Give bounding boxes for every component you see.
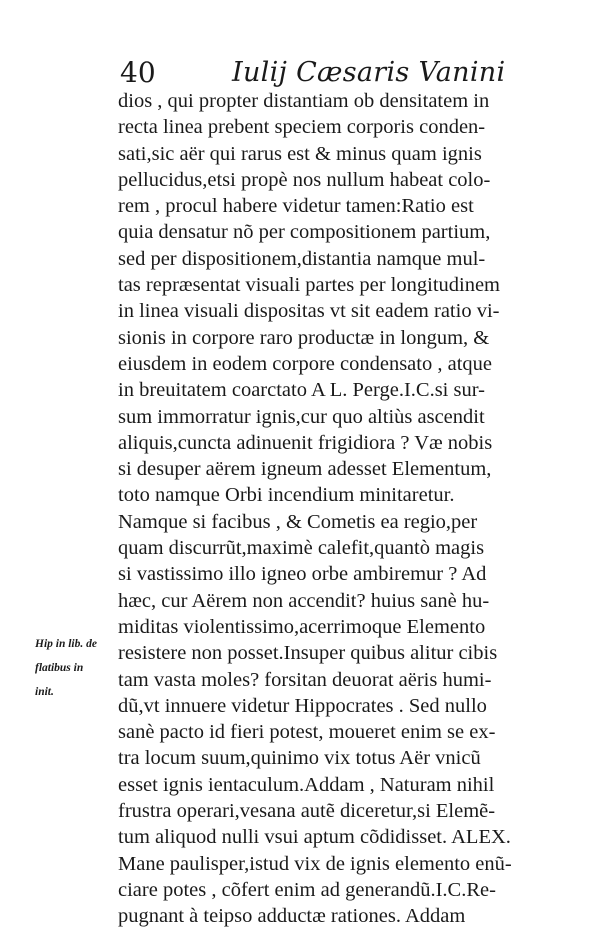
- marginal-note-line: Hip in lib. de: [35, 638, 97, 650]
- marginal-note: [35, 632, 115, 704]
- text-line: miditas violentissimo,acerrimoque Elemento: [118, 615, 486, 638]
- text-line: esset ignis ientaculum.Addam , Naturam nihil: [118, 773, 495, 796]
- text-line: tum aliquod nulli vsui aptum cõdidisset. ALEX.: [118, 826, 511, 849]
- text-line: dios , qui propter distantiam ob densitatem in: [118, 90, 490, 112]
- text-line: pellucidus,etsi propè nos nullum habeat colo-: [118, 168, 491, 191]
- text-line: tam vasta moles? forsitan deuorat aëris humi-: [118, 668, 492, 691]
- text-line: rem , procul habere videtur tamen:Ratio est: [118, 195, 474, 218]
- text-line: quia densatur nõ per compositionem partium,: [118, 221, 491, 244]
- text-line: sati,sic aër qui rarus est & minus quam ignis: [118, 142, 482, 165]
- text-line: pugnant à teipso adductæ rationes. Addam: [118, 905, 466, 928]
- page-header: [112, 58, 542, 88]
- text-line: si vastissimo illo igneo orbe ambiremur ? Ad: [118, 563, 487, 586]
- text-line: sed per dispositionem,distantia namque mul-: [118, 247, 486, 270]
- text-line: tas repræsentat visuali partes per longitudinem: [118, 274, 501, 297]
- running-head: Iulij Cæsaris Vanini: [232, 57, 506, 88]
- text-line: Namque si facibus , & Cometis ea regio,per: [118, 510, 478, 533]
- text-line: frustra operari,vesana autẽ diceretur,si Elemẽ-: [118, 800, 496, 823]
- body-text: [118, 88, 546, 930]
- marginal-note-line: init.: [35, 686, 54, 698]
- text-line: hæc, cur Aërem non accendit? huius sanè hu-: [118, 589, 490, 612]
- text-line: resistere non posset.Insuper quibus alitur cibis: [118, 642, 498, 665]
- text-line: Mane paulisper,istud vix de ignis elemento enũ-: [118, 852, 512, 875]
- text-line: dũ,vt innuere videtur Hippocrates . Sed nullo: [118, 694, 487, 717]
- text-line: quam discurrũt,maximè calefit,quantò magis: [118, 537, 485, 560]
- text-line: in breuitatem coarctato A L. Perge.I.C.si sur-: [118, 379, 485, 402]
- text-line: tra locum suum,quinimo vix totus Aër vnicũ: [118, 747, 481, 770]
- text-line: in linea visuali dispositas vt sit eadem ratio vi-: [118, 300, 500, 323]
- text-line: sanè pacto id fieri potest, moueret enim se ex-: [118, 721, 496, 744]
- marginal-note-line: flatibus in: [35, 662, 84, 674]
- text-line: eiusdem in eodem corpore condensato , atque: [118, 352, 492, 375]
- text-line: ciare potes , cõfert enim ad generandũ.I.C.Re-: [118, 878, 496, 901]
- text-line: sum immorratur ignis,cur quo altiùs ascendit: [118, 405, 485, 428]
- text-line: toto namque Orbi incendium minitaretur.: [118, 484, 455, 507]
- text-line: aliquis,cuncta adinuenit frigidiora ? Væ nobis: [118, 431, 493, 454]
- text-line: sionis in corpore raro productæ in longum, &: [118, 326, 490, 349]
- text-line: si desuper aërem igneum adesset Elementum,: [118, 458, 492, 481]
- text-line: recta linea prebent speciem corporis conden-: [118, 116, 486, 139]
- page-number: 40: [120, 56, 156, 89]
